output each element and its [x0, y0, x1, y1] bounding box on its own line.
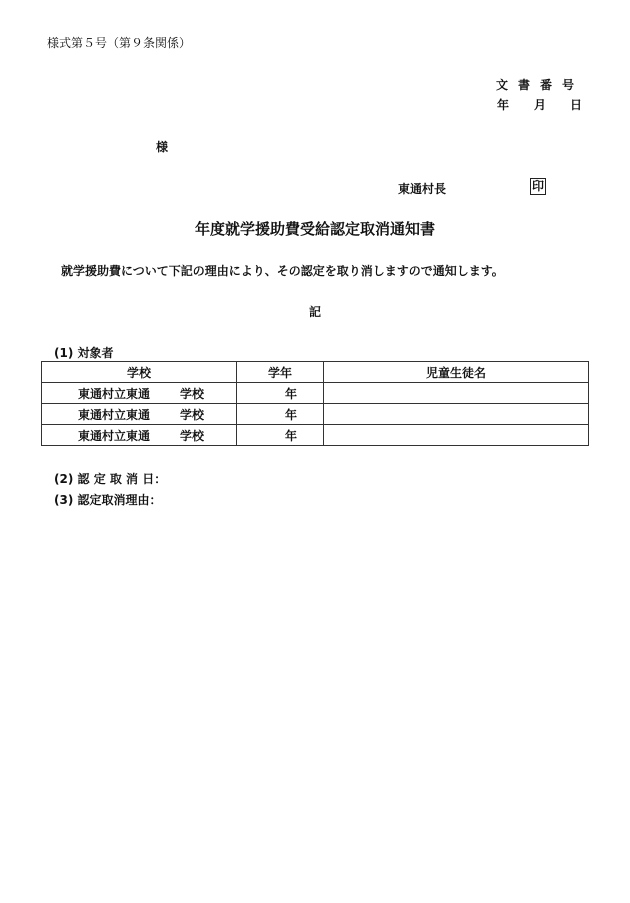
school-prefix: 東通村立東通 — [78, 407, 151, 422]
date-year-label: 年 — [497, 98, 510, 112]
table-row — [42, 383, 589, 404]
student-name-cell — [324, 404, 589, 425]
ki-heading: 記 — [308, 305, 321, 319]
school-suffix: 学校 — [180, 386, 205, 401]
column-header-grade: 学年 — [237, 362, 324, 383]
recipient-honorific: 様 — [156, 140, 169, 154]
document-number-label: 文書番号 — [496, 78, 585, 92]
grade-cell: 年 — [237, 425, 324, 446]
column-header-school: 学校 — [42, 362, 237, 383]
school-suffix: 学校 — [180, 407, 205, 422]
section-number: (3) — [54, 493, 74, 507]
section-number: (1) — [54, 346, 74, 360]
school-cell — [42, 383, 237, 404]
section-number: (2) — [54, 472, 74, 486]
column-header-student-name: 児童生徒名 — [324, 362, 589, 383]
school-suffix: 学校 — [180, 428, 205, 443]
issuer-name: 東通村長 — [398, 182, 447, 196]
notice-body-text: 就学援助費について下記の理由により、その認定を取り消しますので通知します。 — [61, 264, 504, 278]
table-header-row — [42, 362, 589, 383]
grade-cell: 年 — [237, 404, 324, 425]
section-label: 認定取消理由： — [77, 493, 162, 507]
school-cell — [42, 425, 237, 446]
table-row — [42, 425, 589, 446]
section-cancellation-date — [54, 470, 166, 487]
date-day-label: 日 — [570, 98, 583, 112]
school-prefix: 東通村立東通 — [78, 386, 151, 401]
section-label: 認 定 取 消 日： — [77, 472, 167, 486]
section-target-persons — [54, 344, 114, 361]
student-name-cell — [324, 425, 589, 446]
date-month-label: 月 — [534, 98, 547, 112]
grade-cell: 年 — [237, 383, 324, 404]
section-cancellation-reason — [54, 491, 162, 508]
seal-mark: 印 — [532, 179, 545, 193]
target-persons-table — [41, 361, 589, 446]
document-title: 年度就学援助費受給認定取消通知書 — [194, 220, 435, 238]
school-cell — [42, 404, 237, 425]
section-label: 対象者 — [77, 346, 114, 360]
form-reference: 様式第５号（第９条関係） — [47, 36, 192, 50]
student-name-cell — [324, 383, 589, 404]
table-row — [42, 404, 589, 425]
school-prefix: 東通村立東通 — [78, 428, 151, 443]
